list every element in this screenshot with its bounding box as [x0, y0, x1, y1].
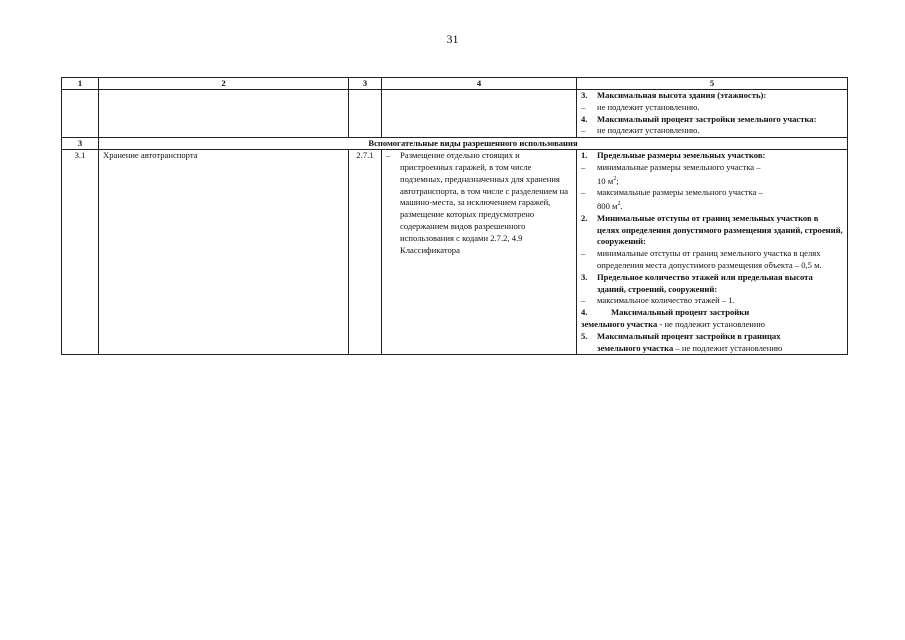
table-row — [62, 150, 848, 355]
header-cell: 1 — [62, 78, 99, 90]
param-number: 4. — [581, 113, 588, 124]
table-row — [62, 90, 848, 138]
param-value: – не подлежит установлению. — [581, 125, 700, 136]
section-row — [62, 138, 848, 150]
param-item — [581, 90, 843, 102]
section-title: Вспомогательные виды разрешенного использования — [99, 138, 848, 150]
header-cell: 4 — [382, 78, 577, 90]
table-header-row — [62, 78, 848, 90]
param-item: 3. Предельное количество этажей или предельная высота зданий, строений, сооружений: — [581, 271, 813, 294]
page-number: 31 — [446, 32, 459, 46]
param-item: 1. Предельные размеры земельных участков: — [581, 150, 766, 161]
parameters-cell — [577, 150, 848, 355]
use-description-cell — [382, 150, 577, 355]
land-use-table — [61, 77, 848, 355]
param-item: 4. Максимальный процент застройки земельного участка - не подлежит установлению — [581, 307, 765, 330]
param-item: 5. Максимальный процент застройки в границах земельного участка – не подлежит установлению — [581, 330, 783, 353]
param-value: – минимальные отступы от границ земельного участка в целях определения места допустимого размещения объекта – 0,5 м. — [581, 248, 822, 271]
header-cell: 5 — [577, 78, 848, 90]
header-cell: 2 — [99, 78, 349, 90]
param-value: – максимальные размеры земельного участка – 800 $м^2$. — [581, 187, 763, 212]
param-title: Максимальный процент застройки земельного участка: — [597, 113, 817, 124]
param-value: – не подлежит установлению. — [581, 101, 700, 112]
row-number: 3.1 — [62, 150, 99, 355]
param-value: – максимальное количество этажей – 1. — [581, 295, 735, 306]
parameters-cell — [577, 90, 848, 138]
section-number: 3 — [62, 138, 99, 150]
use-description: Размещение отдельно стоящих и пристроенных гаражей, в том числе подземных, предназначенных для хранения автотранспорта, в том числе с разделением на машино-места, за исключением гаражей, размещение которых предусмотрено содержанием видов разрешенного использования с кодами 2.7.2, 4.9 Классификатора — [400, 150, 569, 255]
param-item: 2. Минимальные отступы от границ земельных участков в целях определения допустимого размещения зданий, строений, сооружений: — [581, 212, 843, 247]
param-title: Максимальная высота здания (этажность): — [597, 90, 767, 100]
param-number: 3. — [581, 90, 588, 100]
use-code: 2.7.1 — [349, 150, 382, 355]
use-name: Хранение автотранспорта — [99, 150, 349, 355]
param-item — [581, 114, 843, 126]
header-cell: 3 — [349, 78, 382, 90]
list-dash: – — [386, 150, 391, 161]
param-value: – минимальные размеры земельного участка – 10 $м^2$; — [581, 161, 761, 186]
